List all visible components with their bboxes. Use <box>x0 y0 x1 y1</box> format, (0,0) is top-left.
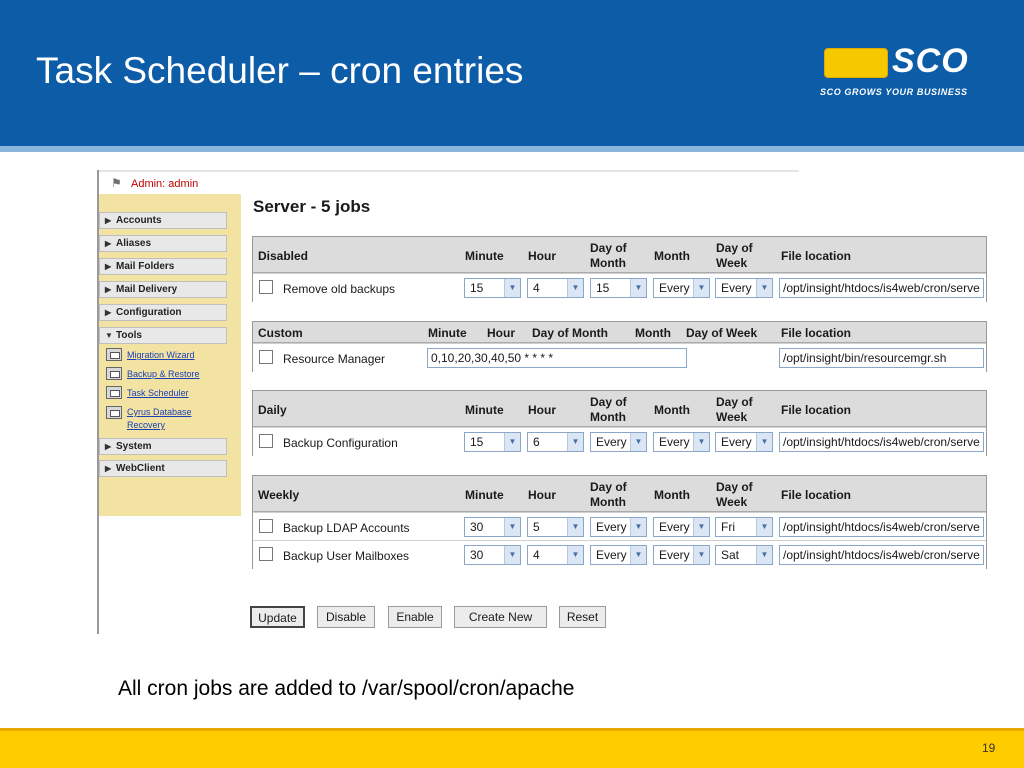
sidebar-item-configuration[interactable]: ▶ Configuration <box>99 304 227 321</box>
header-week-word: Week <box>716 495 748 509</box>
minute-select[interactable]: 15 ▼ <box>464 278 521 298</box>
header-month-word: Month <box>590 256 626 270</box>
page-title: Server - 5 jobs <box>253 197 371 216</box>
job-name: Remove old backups <box>283 282 396 296</box>
header-day-of-week: Day of Week <box>686 326 758 340</box>
sidebar-link-task-scheduler[interactable]: Task Scheduler <box>127 388 189 398</box>
month-select[interactable]: Every ▼ <box>653 278 710 298</box>
header-month: Month <box>654 249 690 263</box>
sidebar-link-recovery[interactable]: Recovery <box>127 420 166 430</box>
hour-select[interactable]: 5 ▼ <box>527 517 584 537</box>
header-day-of: Day of <box>716 480 753 494</box>
create-new-button[interactable]: Create New <box>454 606 547 628</box>
task-scheduler-icon <box>106 386 122 399</box>
day-of-week-select[interactable]: Sat ▼ <box>715 545 773 565</box>
minute-select[interactable]: 15 ▼ <box>464 432 521 452</box>
admin-bar <box>99 172 241 194</box>
slide-caption: All cron jobs are added to /var/spool/cron/apache <box>118 677 575 700</box>
chevron-down-icon: ▼ <box>693 518 709 536</box>
chevron-down-icon: ▼ <box>504 518 520 536</box>
header-minute: Minute <box>428 326 467 340</box>
header-hour: Hour <box>528 488 556 502</box>
table-row <box>253 343 986 372</box>
chevron-down-icon: ▼ <box>693 546 709 564</box>
slide-title: Task Scheduler – cron entries <box>36 50 524 91</box>
header-group-title: Custom <box>258 326 303 340</box>
day-of-month-select[interactable]: Every ▼ <box>590 432 647 452</box>
sidebar-item-mail-folders[interactable]: ▶ Mail Folders <box>99 258 227 275</box>
logo-badge <box>824 48 888 78</box>
header-group-title: Daily <box>258 403 287 417</box>
header-minute: Minute <box>465 249 504 263</box>
chevron-down-icon: ▼ <box>756 433 772 451</box>
header-day-of: Day of <box>590 395 627 409</box>
header-day-of: Day of <box>590 241 627 255</box>
sco-logo <box>820 44 990 104</box>
job-checkbox[interactable] <box>259 547 273 561</box>
hour-select[interactable]: 6 ▼ <box>527 432 584 452</box>
header-month: Month <box>654 403 690 417</box>
table-header <box>253 237 986 273</box>
custom-jobs-table <box>252 321 987 372</box>
triangle-right-icon: ▶ <box>105 464 112 473</box>
day-of-week-select[interactable]: Every ▼ <box>715 278 773 298</box>
disabled-jobs-table <box>252 236 987 302</box>
update-button[interactable]: Update <box>250 606 305 628</box>
header-month: Month <box>654 488 690 502</box>
minute-select[interactable]: 30 ▼ <box>464 517 521 537</box>
chevron-down-icon: ▼ <box>630 518 646 536</box>
chevron-down-icon: ▼ <box>567 279 583 297</box>
chevron-down-icon: ▼ <box>630 546 646 564</box>
header-hour: Hour <box>487 326 515 340</box>
file-location-input[interactable]: /opt/insight/htdocs/is4web/cron/serve <box>779 432 984 452</box>
slide-header <box>0 0 1024 150</box>
header-group-title: Disabled <box>258 249 309 263</box>
header-file-location: File location <box>781 488 852 502</box>
footer-rule <box>0 728 1024 731</box>
sidebar-item-system[interactable]: ▶ System <box>99 438 227 455</box>
triangle-down-icon: ▼ <box>105 331 113 340</box>
table-row <box>253 512 986 540</box>
chevron-down-icon: ▼ <box>756 518 772 536</box>
triangle-right-icon: ▶ <box>105 262 112 271</box>
minute-select[interactable]: 30 ▼ <box>464 545 521 565</box>
month-select[interactable]: Every ▼ <box>653 545 710 565</box>
triangle-right-icon: ▶ <box>105 285 112 294</box>
disable-button[interactable]: Disable <box>317 606 375 628</box>
sidebar-item-mail-delivery[interactable]: ▶ Mail Delivery <box>99 281 227 298</box>
logo-tagline: SCO GROWS YOUR BUSINESS <box>820 87 968 97</box>
table-row <box>253 427 986 456</box>
logo-text: SCO <box>892 42 969 80</box>
sidebar-link-cyrus-database[interactable]: Cyrus Database <box>127 407 192 417</box>
header-file-location: File location <box>781 403 852 417</box>
header-file-location: File location <box>781 249 852 263</box>
triangle-right-icon: ▶ <box>105 308 112 317</box>
sidebar-item-tools[interactable]: ▼ Tools <box>99 327 227 344</box>
sidebar-link-backup-restore[interactable]: Backup & Restore <box>127 369 200 379</box>
file-location-input[interactable]: /opt/insight/htdocs/is4web/cron/serve <box>779 278 984 298</box>
chevron-down-icon: ▼ <box>504 433 520 451</box>
chevron-down-icon: ▼ <box>756 546 772 564</box>
table-header <box>253 391 986 427</box>
job-checkbox[interactable] <box>259 280 273 294</box>
header-rule <box>0 146 1024 152</box>
day-of-month-select[interactable]: Every ▼ <box>590 545 647 565</box>
day-of-month-select[interactable]: 15 ▼ <box>590 278 647 298</box>
day-of-week-select[interactable]: Every ▼ <box>715 432 773 452</box>
table-row <box>253 273 986 302</box>
file-location-input[interactable]: /opt/insight/htdocs/is4web/cron/serve <box>779 517 984 537</box>
sidebar-item-aliases[interactable]: ▶ Aliases <box>99 235 227 252</box>
triangle-right-icon: ▶ <box>105 216 112 225</box>
job-name: Backup User Mailboxes <box>283 549 410 563</box>
job-name: Backup Configuration <box>283 436 398 450</box>
header-hour: Hour <box>528 403 556 417</box>
file-location-input[interactable]: /opt/insight/htdocs/is4web/cron/serve <box>779 545 984 565</box>
table-header <box>253 322 986 343</box>
cyrus-database-icon <box>106 406 122 419</box>
chevron-down-icon: ▼ <box>756 279 772 297</box>
file-location-input[interactable]: /opt/insight/bin/resourcemgr.sh <box>779 348 984 368</box>
chevron-down-icon: ▼ <box>567 518 583 536</box>
migration-wizard-icon <box>106 348 122 361</box>
job-checkbox[interactable] <box>259 434 273 448</box>
header-week-word: Week <box>716 410 748 424</box>
reset-button[interactable]: Reset <box>559 606 606 628</box>
chevron-down-icon: ▼ <box>630 433 646 451</box>
header-hour: Hour <box>528 249 556 263</box>
header-month: Month <box>635 326 671 340</box>
job-checkbox[interactable] <box>259 519 273 533</box>
slide-footer <box>0 728 1024 768</box>
page-number: 19 <box>982 741 996 755</box>
job-checkbox[interactable] <box>259 350 273 364</box>
table-row <box>253 540 986 569</box>
sidebar <box>99 172 241 516</box>
header-day-of: Day of <box>716 395 753 409</box>
sidebar-item-webclient[interactable]: ▶ WebClient <box>99 460 227 477</box>
chevron-down-icon: ▼ <box>567 433 583 451</box>
header-file-location: File location <box>781 326 852 340</box>
header-minute: Minute <box>465 403 504 417</box>
header-day-of: Day of <box>716 241 753 255</box>
daily-jobs-table <box>252 390 987 456</box>
header-minute: Minute <box>465 488 504 502</box>
sidebar-item-accounts[interactable]: ▶ Accounts <box>99 212 227 229</box>
hour-select[interactable]: 4 ▼ <box>527 278 584 298</box>
sidebar-link-migration-wizard[interactable]: Migration Wizard <box>127 350 195 360</box>
day-of-month-select[interactable]: Every ▼ <box>590 517 647 537</box>
chevron-down-icon: ▼ <box>567 546 583 564</box>
chevron-down-icon: ▼ <box>504 546 520 564</box>
admin-label: Admin: admin <box>131 178 199 190</box>
header-group-title: Weekly <box>258 488 300 502</box>
month-select[interactable]: Every ▼ <box>653 517 710 537</box>
cron-schedule-input[interactable]: 0,10,20,30,40,50 * * * * <box>427 348 687 368</box>
enable-button[interactable]: Enable <box>388 606 442 628</box>
triangle-right-icon: ▶ <box>105 442 112 451</box>
chevron-down-icon: ▼ <box>630 279 646 297</box>
day-of-week-select[interactable]: Fri ▼ <box>715 517 773 537</box>
header-day-of: Day of <box>590 480 627 494</box>
table-header <box>253 476 986 512</box>
backup-restore-icon <box>106 367 122 380</box>
user-icon: ⚑ <box>111 176 122 190</box>
header-day-of-month: Day of Month <box>532 326 608 340</box>
header-month-word: Month <box>590 410 626 424</box>
chevron-down-icon: ▼ <box>693 433 709 451</box>
month-select[interactable]: Every ▼ <box>653 432 710 452</box>
chevron-down-icon: ▼ <box>504 279 520 297</box>
job-name: Resource Manager <box>283 352 386 366</box>
job-name: Backup LDAP Accounts <box>283 521 410 535</box>
hour-select[interactable]: 4 ▼ <box>527 545 584 565</box>
chevron-down-icon: ▼ <box>693 279 709 297</box>
header-week-word: Week <box>716 256 748 270</box>
triangle-right-icon: ▶ <box>105 239 112 248</box>
header-month-word: Month <box>590 495 626 509</box>
weekly-jobs-table <box>252 475 987 569</box>
